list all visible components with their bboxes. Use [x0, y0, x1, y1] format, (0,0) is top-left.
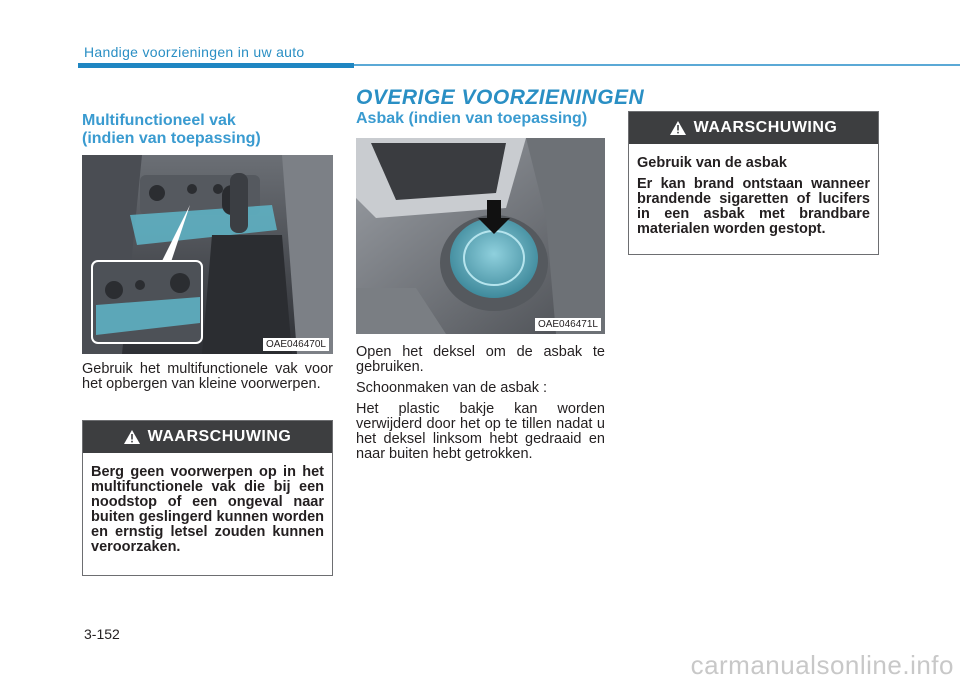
warning-body: [629, 144, 878, 251]
warning-triangle-icon: [124, 430, 140, 444]
heading-line-1: Multifunctioneel vak: [82, 112, 236, 129]
figure-code: OAE046470L: [263, 338, 329, 351]
warning-header: [83, 421, 332, 453]
ashtray-paragraphs: [356, 345, 605, 468]
heading-multifunctional-compartment: [82, 112, 342, 148]
paragraph-multifunctional: [82, 362, 333, 398]
figure-ashtray: [356, 138, 605, 334]
header-rule-dark: [78, 63, 354, 68]
warning-triangle-icon: [670, 121, 686, 135]
watermark: carmanualsonline.info: [690, 650, 954, 680]
warning-box-ashtray: [628, 111, 879, 255]
paragraph-text: Gebruik het multifunctionele vak voor het opbergen van kleine voorwerpen.: [82, 361, 333, 392]
section-title: OVERIGE VOORZIENINGEN: [356, 86, 645, 109]
warning-subtitle: Gebruik van de asbak: [637, 155, 787, 171]
warning-title: WAARSCHUWING: [693, 119, 838, 136]
heading-line-2: (indien van toepassing): [82, 130, 261, 147]
console-illustration: [82, 155, 333, 354]
figure-code: OAE046471L: [535, 318, 601, 331]
warning-body: [83, 453, 332, 569]
warning-title: WAARSCHUWING: [147, 428, 292, 445]
figure-multifunctional-compartment: [82, 155, 333, 354]
paragraph-open-lid: Open het deksel om de asbak te gebruiken.: [356, 344, 605, 375]
paragraph-cleaning-text: Het plastic bakje kan worden verwijderd door het op te tillen nadat u het deksel linksom hebt gedraaid en naar buiten hebt getrokken.: [356, 401, 605, 462]
running-header: Handige voorzieningen in uw auto: [84, 44, 305, 60]
heading-ashtray: Asbak (indien van toepassing): [356, 110, 588, 127]
warning-header: [629, 112, 878, 144]
ashtray-illustration: [356, 138, 605, 334]
paragraph-cleaning-heading: Schoonmaken van de asbak :: [356, 380, 548, 396]
warning-text: Berg geen voorwerpen op in het multifunctionele vak die bij een noodstop of een ongeval naar buiten geslingerd kunnen worden en ernstig letsel zouden kunnen veroorzaken.: [91, 464, 324, 555]
page-number: 3-152: [84, 626, 120, 642]
warning-box-compartment: [82, 420, 333, 576]
warning-text: Er kan brand ontstaan wanneer brandende sigaretten of lucifers in een asbak met brandbare materialen worden gestopt.: [637, 176, 870, 237]
header-rule-light: [354, 64, 960, 66]
